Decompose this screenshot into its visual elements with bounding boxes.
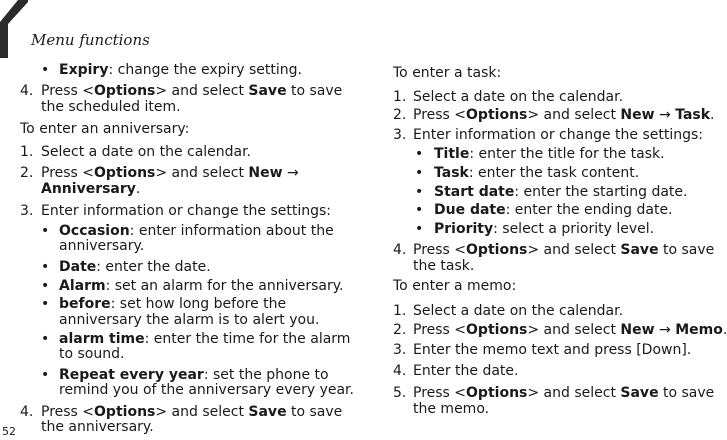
step-save-task-cont: the task.	[413, 258, 475, 274]
bullet: •	[41, 259, 50, 275]
task-setting-text: Task: enter the task content.	[434, 165, 640, 181]
bullet: •	[415, 221, 424, 237]
bullet: •	[415, 202, 424, 218]
occasion-setting-cont: anniversary.	[59, 238, 145, 254]
step-number: 1.	[20, 144, 34, 160]
step-new-memo: Press <Options> and select New → Memo.	[413, 322, 727, 338]
bullet: •	[41, 331, 50, 347]
step-number: 4.	[393, 242, 407, 258]
bullet: •	[415, 165, 424, 181]
anniversary-intro: To enter an anniversary:	[20, 121, 190, 137]
step-save-scheduled-cont: the scheduled item.	[41, 99, 181, 115]
alarm-setting-text: Alarm: set an alarm for the anniversary.	[59, 278, 344, 294]
title-setting-text: Title: enter the title for the task.	[434, 146, 665, 162]
header-slash-graphic	[0, 0, 28, 58]
page-header-title: Menu functions	[31, 31, 150, 49]
alarm-time-setting-cont: to sound.	[59, 346, 125, 362]
step-number: 3.	[393, 342, 407, 358]
expiry-setting-text: Expiry: change the expiry setting.	[59, 62, 302, 78]
bullet: •	[41, 223, 50, 239]
step-enter-info: Enter information or change the settings:	[413, 127, 703, 143]
step-new-anniversary-cont: Anniversary.	[41, 181, 141, 197]
step-number: 2.	[20, 165, 34, 181]
bullet: •	[415, 146, 424, 162]
step-new-anniversary: Press <Options> and select New →	[41, 165, 299, 181]
repeat-setting-cont: remind you of the anniversary every year.	[59, 382, 354, 398]
step-number: 1.	[393, 89, 407, 105]
step-save-task: Press <Options> and select Save to save	[413, 242, 715, 258]
memo-intro: To enter a memo:	[393, 278, 517, 294]
before-setting-cont: anniversary the alarm is to alert you.	[59, 312, 320, 328]
step-save-anniversary: Press <Options> and select Save to save	[41, 404, 343, 420]
step-save-memo-cont: the memo.	[413, 401, 490, 417]
step-number: 3.	[393, 127, 407, 143]
step-save-scheduled: Press <Options> and select Save to save	[41, 83, 343, 99]
step-save-memo: Press <Options> and select Save to save	[413, 385, 715, 401]
alarm-time-setting-text: alarm time: enter the time for the alarm	[59, 331, 351, 347]
bullet: •	[41, 367, 50, 383]
bullet: •	[415, 184, 424, 200]
page-number: 52	[2, 425, 16, 438]
repeat-setting-text: Repeat every year: set the phone to	[59, 367, 329, 383]
step-number: 2.	[393, 322, 407, 338]
step-number: 2.	[393, 107, 407, 123]
date-setting-text: Date: enter the date.	[59, 259, 211, 275]
priority-setting-text: Priority: select a priority level.	[434, 221, 655, 237]
step-enter-memo-text: Enter the memo text and press [Down].	[413, 342, 692, 358]
step-new-task: Press <Options> and select New → Task.	[413, 107, 715, 123]
task-intro: To enter a task:	[393, 65, 502, 81]
step-select-date: Select a date on the calendar.	[413, 303, 624, 319]
step-number: 5.	[393, 385, 407, 401]
step-save-anniversary-cont: the anniversary.	[41, 419, 154, 435]
start-date-setting-text: Start date: enter the starting date.	[434, 184, 688, 200]
due-date-setting-text: Due date: enter the ending date.	[434, 202, 673, 218]
step-number: 4.	[393, 363, 407, 379]
step-number: 4.	[20, 83, 34, 99]
step-select-date: Select a date on the calendar.	[41, 144, 252, 160]
bullet-expiry: •	[41, 62, 50, 78]
step-number: 3.	[20, 203, 34, 219]
before-setting-text: before: set how long before the	[59, 296, 287, 312]
step-enter-date: Enter the date.	[413, 363, 519, 379]
bullet: •	[41, 278, 50, 294]
step-number: 1.	[393, 303, 407, 319]
step-enter-info: Enter information or change the settings:	[41, 203, 331, 219]
step-select-date: Select a date on the calendar.	[413, 89, 624, 105]
bullet: •	[41, 296, 50, 312]
occasion-setting-text: Occasion: enter information about the	[59, 223, 334, 239]
step-number: 4.	[20, 404, 34, 420]
